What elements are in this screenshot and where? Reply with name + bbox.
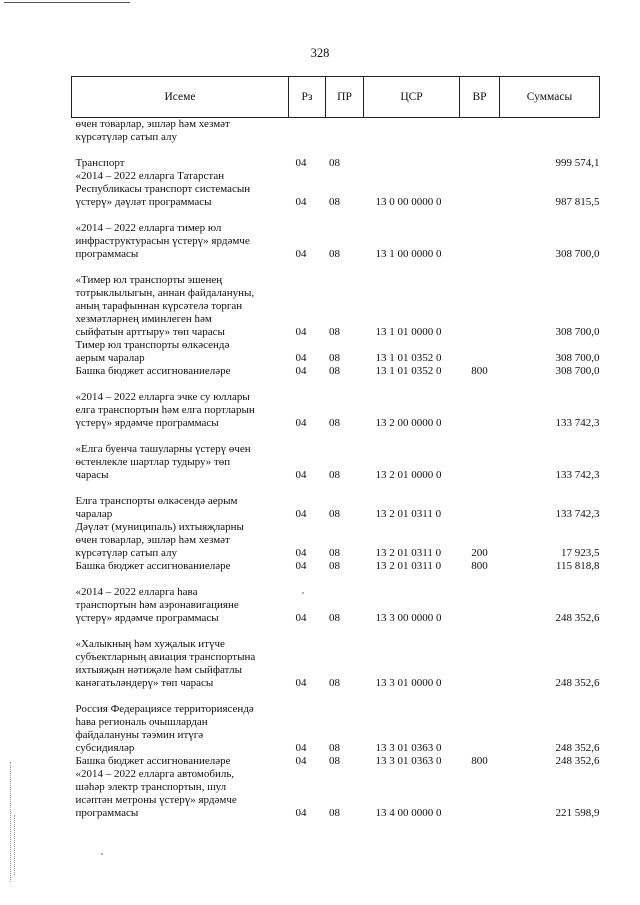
row-sum: 308 700,0 <box>555 365 600 377</box>
row-rz: 04 <box>295 157 307 169</box>
row-name-line: программасы <box>75 248 139 260</box>
row-gap-cell <box>72 144 600 157</box>
row-name <box>72 222 289 261</box>
table-row <box>72 521 600 560</box>
table-row <box>72 339 600 365</box>
row-pr: 08 <box>329 807 340 819</box>
row-rz: 04 <box>295 755 307 767</box>
row-pr: 08 <box>329 508 340 520</box>
row-vr: 200 <box>471 547 488 559</box>
row-name-line: өчен товарлар, эшләр һәм хезмәт <box>75 118 230 130</box>
row-rz: 04 <box>295 547 307 559</box>
row-name-line: Елга транспорты өлкәсендә аерым <box>75 495 238 507</box>
row-sum: 133 742,3 <box>555 469 600 481</box>
row-name-line: Тимер юл транспорты өлкәсендә <box>75 339 230 351</box>
row-name-line: файдалануны тәэмин итүгә <box>75 729 204 741</box>
row-vr <box>460 118 500 145</box>
header-vr: ВР <box>460 77 500 118</box>
margin-mark <box>10 762 11 882</box>
row-csr: 13 3 00 0000 0 <box>375 612 442 624</box>
row-vr <box>460 768 500 820</box>
row-pr: 08 <box>329 157 340 169</box>
row-csr: 13 1 00 0000 0 <box>375 248 442 260</box>
row-gap-cell <box>72 430 600 443</box>
row-csr: 13 3 01 0363 0 <box>375 742 442 754</box>
row-vr <box>460 274 500 339</box>
row-rz: 04 <box>295 508 307 520</box>
row-gap <box>72 482 600 495</box>
row-sum: 115 818,8 <box>555 560 600 572</box>
row-name-line: «Елга буенча ташуларны үстерү өчен <box>75 443 251 455</box>
row-rz: 04 <box>295 326 307 338</box>
row-name-line: елга транспортын һәм елга портларын <box>75 404 255 416</box>
table-row <box>72 222 600 261</box>
row-pr: 08 <box>329 326 340 338</box>
table-header-row <box>72 77 600 118</box>
row-name-line: Транспорт <box>75 157 125 169</box>
row-sum: 987 815,5 <box>555 196 600 208</box>
row-name-line: «2014 – 2022 елларга һава <box>75 586 198 598</box>
row-vr <box>460 638 500 690</box>
row-name-line: «2014 – 2022 елларга Татарстан <box>75 170 225 182</box>
row-pr: 08 <box>329 547 340 559</box>
row-name-line: чарасы <box>75 469 109 481</box>
row-gap <box>72 144 600 157</box>
row-name-line: «2014 – 2022 елларга тимер юл <box>75 222 222 234</box>
row-csr: 13 2 01 0311 0 <box>375 508 442 520</box>
row-name-line: Башка бюджет ассигнованиеләре <box>75 755 231 767</box>
header-rz: Рз <box>289 77 326 118</box>
row-gap-cell <box>72 482 600 495</box>
margin-mark <box>14 815 15 875</box>
row-name-line: Дәүләт (муниципаль) ихтыяҗларны <box>75 521 244 533</box>
row-csr: 13 1 01 0352 0 <box>375 365 442 377</box>
row-name <box>72 586 289 625</box>
row-vr <box>460 170 500 209</box>
row-sum <box>500 118 600 145</box>
row-name-line: транспортын һәм аэронавигацияне <box>75 599 239 611</box>
row-vr <box>460 339 500 365</box>
row-csr <box>364 118 460 145</box>
row-sum: 17 923,5 <box>561 547 600 559</box>
row-name <box>72 703 289 755</box>
row-gap <box>72 690 600 703</box>
row-rz: 04 <box>295 365 307 377</box>
row-pr: 08 <box>329 469 340 481</box>
row-sum: 133 742,3 <box>555 508 600 520</box>
row-name-line: үстерү» ярдәмче программасы <box>75 612 219 624</box>
row-name <box>72 443 289 482</box>
table-row <box>72 755 600 768</box>
row-vr <box>460 703 500 755</box>
row-name <box>72 391 289 430</box>
table-row <box>72 638 600 690</box>
row-rz: 04 <box>295 352 307 364</box>
row-vr: 800 <box>471 755 488 767</box>
row-name <box>72 170 289 209</box>
row-sum: 133 742,3 <box>555 417 600 429</box>
stray-mark <box>302 592 304 594</box>
row-name-line: күрсәтүләр сатып алу <box>75 131 177 143</box>
row-vr <box>460 391 500 430</box>
page-number: 328 <box>310 46 330 60</box>
row-csr: 13 3 01 0363 0 <box>375 755 442 767</box>
row-vr <box>460 157 500 170</box>
header-sum: Суммасы <box>500 77 600 118</box>
row-name-line: тотрыклылыгын, аннан файдалануны, <box>75 287 255 299</box>
row-pr: 08 <box>329 742 340 754</box>
row-name-line: Республикасы транспорт системасын <box>75 183 251 195</box>
row-csr <box>364 157 460 170</box>
row-name <box>72 274 289 339</box>
table-row <box>72 586 600 625</box>
row-vr <box>460 222 500 261</box>
row-name-line: Башка бюджет ассигнованиеләре <box>75 560 231 572</box>
table-row <box>72 274 600 339</box>
row-sum: 308 700,0 <box>555 352 600 364</box>
row-gap-cell <box>72 209 600 222</box>
row-rz: 04 <box>295 248 307 260</box>
stray-mark <box>101 853 103 855</box>
row-name-line: исәптән метроны үстерү» ярдәмче <box>75 794 237 806</box>
row-vr <box>460 443 500 482</box>
row-vr: 800 <box>471 560 488 572</box>
row-csr: 13 4 00 0000 0 <box>375 807 442 819</box>
row-name <box>72 755 289 768</box>
row-name-line: «Халыкның һәм хуҗалык итүче <box>75 638 225 650</box>
row-name <box>72 339 289 365</box>
row-name-line: субъектларның авиация транспортына <box>75 651 256 663</box>
row-sum: 221 598,9 <box>555 807 600 819</box>
row-name-line: «2014 – 2022 елларга эчке су юллары <box>75 391 250 403</box>
budget-table <box>71 76 600 820</box>
row-gap <box>72 261 600 274</box>
row-name <box>72 365 289 378</box>
row-csr: 13 2 01 0000 0 <box>375 469 442 481</box>
row-sum: 248 352,6 <box>555 677 600 689</box>
row-name <box>72 157 289 170</box>
table-row <box>72 157 600 170</box>
row-name-line: шәһәр электр транспортын, шул <box>75 781 227 793</box>
row-name-line: сыйфатын арттыру» төп чарасы <box>75 326 225 338</box>
row-name-line: «Тимер юл транспорты эшенең <box>75 274 223 286</box>
row-name-line: программасы <box>75 807 139 819</box>
row-sum: 248 352,6 <box>555 755 600 767</box>
row-rz: 04 <box>295 742 307 754</box>
row-vr <box>460 586 500 625</box>
table-row <box>72 391 600 430</box>
row-sum: 248 352,6 <box>555 612 600 624</box>
row-vr: 800 <box>471 365 488 377</box>
table-row <box>72 118 600 145</box>
top-rule <box>4 2 130 3</box>
row-sum: 999 574,1 <box>555 157 600 169</box>
row-csr: 13 2 00 0000 0 <box>375 417 442 429</box>
row-name-line: субсидияләр <box>75 742 135 754</box>
header-name: Исеме <box>72 77 289 118</box>
row-gap-cell <box>72 690 600 703</box>
row-name-line: хезмәтләрнең иминлеген һәм <box>75 313 212 325</box>
row-name-line: һава региональ очышлардан <box>75 716 208 728</box>
row-rz: 04 <box>295 417 307 429</box>
row-gap <box>72 625 600 638</box>
row-vr <box>460 495 500 521</box>
row-name <box>72 560 289 573</box>
row-pr: 08 <box>329 755 340 767</box>
row-csr: 13 0 00 0000 0 <box>375 196 442 208</box>
row-name-line: өстенлекле шартлар тудыру» төп <box>75 456 231 468</box>
row-pr: 08 <box>329 196 340 208</box>
row-name <box>72 118 289 145</box>
row-rz: 04 <box>295 560 307 572</box>
row-name-line: ихтыяҗын нәтиҗәле һәм сыйфатлы <box>75 664 242 676</box>
row-rz: 04 <box>295 196 307 208</box>
row-csr: 13 2 01 0311 0 <box>375 560 442 572</box>
row-name-line: аерым чаралар <box>75 352 145 364</box>
row-name-line: Россия Федерациясе территориясендә <box>75 703 254 715</box>
row-gap <box>72 378 600 391</box>
row-pr: 08 <box>329 352 340 364</box>
table-row <box>72 443 600 482</box>
row-pr: 08 <box>329 248 340 260</box>
row-gap <box>72 573 600 586</box>
header-pr: ПР <box>326 77 364 118</box>
row-csr: 13 1 01 0352 0 <box>375 352 442 364</box>
row-pr: 08 <box>329 612 340 624</box>
row-gap-cell <box>72 625 600 638</box>
row-csr: 13 1 01 0000 0 <box>375 326 442 338</box>
row-rz: 04 <box>295 807 307 819</box>
table-row <box>72 495 600 521</box>
row-pr: 08 <box>329 365 340 377</box>
table-body <box>72 118 600 821</box>
row-name-line: үстерү» дәүләт программасы <box>75 196 212 208</box>
row-sum: 248 352,6 <box>555 742 600 754</box>
row-name <box>72 638 289 690</box>
row-pr <box>326 118 364 145</box>
row-pr: 08 <box>329 417 340 429</box>
row-name <box>72 768 289 820</box>
row-gap <box>72 430 600 443</box>
table-row <box>72 170 600 209</box>
table-row <box>72 365 600 378</box>
row-rz: 04 <box>295 469 307 481</box>
row-gap <box>72 209 600 222</box>
row-rz: 04 <box>295 612 307 624</box>
row-pr: 08 <box>329 677 340 689</box>
row-name <box>72 521 289 560</box>
row-csr: 13 3 01 0000 0 <box>375 677 442 689</box>
row-sum: 308 700,0 <box>555 326 600 338</box>
row-name-line: канәгатьләндерү» төп чарасы <box>75 677 214 689</box>
table-row <box>72 703 600 755</box>
row-rz <box>289 118 326 145</box>
table-row <box>72 560 600 573</box>
row-sum: 308 700,0 <box>555 248 600 260</box>
row-name-line: өчен товарлар, эшләр һәм хезмәт <box>75 534 230 546</box>
row-name-line: чаралар <box>75 508 113 520</box>
row-name-line: аның тарафыннан күрсәтелә торган <box>75 300 243 312</box>
row-name <box>72 495 289 521</box>
row-name-line: үстерү» ярдәмче программасы <box>75 417 219 429</box>
header-csr: ЦСР <box>364 77 460 118</box>
row-name-line: Башка бюджет ассигнованиеләре <box>75 365 231 377</box>
table-row <box>72 768 600 820</box>
row-gap-cell <box>72 378 600 391</box>
row-name-line: күрсәтүләр сатып алу <box>75 547 177 559</box>
row-name-line: инфраструктурасын үстерү» ярдәмче <box>75 235 250 247</box>
row-gap-cell <box>72 261 600 274</box>
row-name-line: «2014 – 2022 елларга автомобиль, <box>75 768 235 780</box>
row-rz: 04 <box>295 677 307 689</box>
row-pr: 08 <box>329 560 340 572</box>
row-gap-cell <box>72 573 600 586</box>
row-csr: 13 2 01 0311 0 <box>375 547 442 559</box>
